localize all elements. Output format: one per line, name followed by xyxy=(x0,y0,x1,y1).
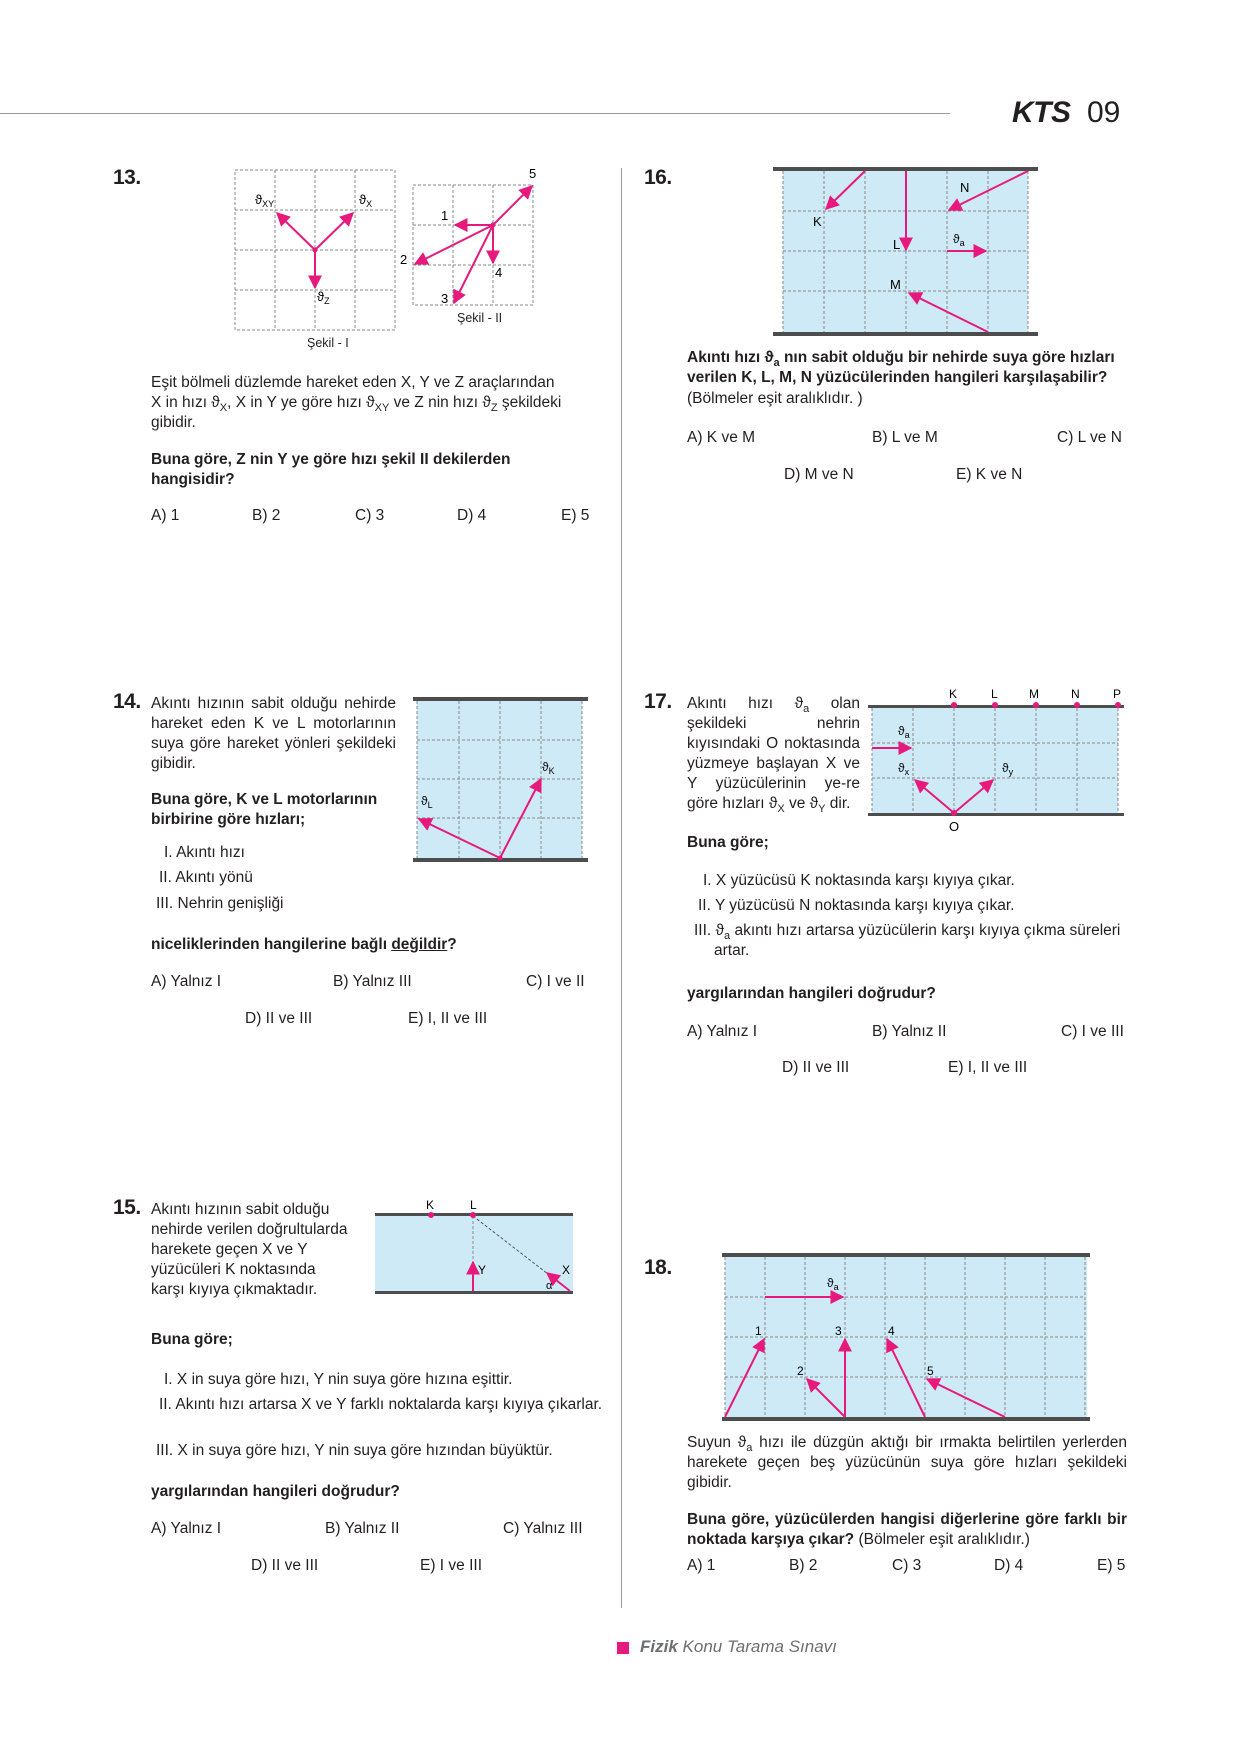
q13-option-a[interactable]: A) 1 xyxy=(151,507,180,524)
q16-option-d[interactable]: D) M ve N xyxy=(784,466,854,483)
svg-text:K: K xyxy=(426,1198,435,1212)
q14-option-a[interactable]: A) Yalnız I xyxy=(151,973,222,990)
svg-text:K: K xyxy=(949,687,958,701)
svg-text:ϑZ: $ϑ_Z$ xyxy=(317,289,330,306)
q15-option-d[interactable]: D) II ve III xyxy=(251,1557,319,1574)
svg-text:ϑa: $ϑ_a$ xyxy=(953,232,965,248)
svg-text:X: X xyxy=(562,1263,571,1277)
svg-text:5: 5 xyxy=(927,1364,934,1378)
q14-lead: Buna göre, K ve L motorlarının birbirine göre hızları; xyxy=(151,791,378,828)
q15-option-a[interactable]: A) Yalnız I xyxy=(151,1520,222,1537)
q15-option-e[interactable]: E) I ve III xyxy=(420,1557,483,1574)
q13-question: Buna göre, Z nin Y ye göre hızı şekil II dekilerden hangisidir? xyxy=(151,451,511,488)
q16-option-b[interactable]: B) L ve M xyxy=(872,429,938,446)
svg-text:1: 1 xyxy=(755,1324,762,1338)
svg-text:ϑa: $ϑ_a$ xyxy=(898,724,910,740)
option-arrow-3 xyxy=(454,225,493,303)
q17-option-c[interactable]: C) I ve III xyxy=(1061,1023,1124,1040)
q13-figure-2 xyxy=(400,166,537,310)
q17-statement-2: II. Y yüzücüsü N noktasında karşı kıyıya çıkar. xyxy=(698,897,1015,914)
vx-arrow xyxy=(315,213,353,250)
q14-statement-1: I. Akıntı hızı xyxy=(164,844,245,861)
q13-option-c[interactable]: C) 3 xyxy=(355,507,385,524)
q17-statement-3: III. $ϑ_a$ akıntı hızı artarsa yüzücülerin karşı kıyıya çıkma süreleri artar. xyxy=(694,922,1121,959)
q13-stem: Eşit bölmeli düzlemde hareket eden X, Y ve Z araçlarından X in hızı $ϑ_X$, X in Y ye göre hızı $ϑ_{XY}$ ve Z nin hızı $ϑ_Z$ şekildeki gibidir. xyxy=(151,374,562,431)
footer-title: Fizik Konu Tarama Sınavı xyxy=(640,1637,837,1656)
svg-text:2: 2 xyxy=(400,252,408,267)
q17-statement-1: I. X yüzücüsü K noktasında karşı kıyıya çıkar. xyxy=(703,872,1015,889)
q14-option-e[interactable]: E) I, II ve III xyxy=(408,1010,488,1027)
svg-text:Y: Y xyxy=(478,1263,487,1277)
q16-river-figure xyxy=(773,167,1038,337)
q17-lead: Buna göre; xyxy=(687,834,769,851)
q15-statement-2: II. Akıntı hızı artarsa X ve Y farklı noktalarda karşı kıyıya çıkarlar. xyxy=(159,1396,603,1413)
vxy-arrow xyxy=(277,213,315,250)
q18-river-figure xyxy=(722,1253,1092,1421)
question-17-number: 17. xyxy=(644,690,672,713)
q18-option-b[interactable]: B) 2 xyxy=(789,1557,818,1574)
question-15-number: 15. xyxy=(113,1196,141,1219)
svg-text:ϑy: $ϑ_y$ xyxy=(1002,761,1014,777)
brand-logo: KTS xyxy=(1012,96,1071,129)
q13-lbl-vz: ϑ xyxy=(317,289,325,304)
question-13-number: 13. xyxy=(113,166,141,189)
q16-option-e[interactable]: E) K ve N xyxy=(956,466,1023,483)
footer-square-icon xyxy=(617,1642,629,1654)
q16-question: Akıntı hızı $ϑ_a$ nın sabit olduğu bir nehirde suya göre hızları verilen K, L, M, N yüzücülerinden hangileri karşılaşabilir? xyxy=(687,349,1115,386)
svg-text:L: L xyxy=(991,687,998,701)
svg-text:P: P xyxy=(1113,687,1122,701)
svg-text:N: N xyxy=(960,180,970,195)
q15-option-c[interactable]: C) Yalnız III xyxy=(503,1520,583,1537)
q14-statement-3: III. Nehrin genişliği xyxy=(156,895,284,912)
q18-option-d[interactable]: D) 4 xyxy=(994,1557,1024,1574)
q17-option-d[interactable]: D) II ve III xyxy=(782,1059,850,1076)
svg-text:2: 2 xyxy=(797,1364,804,1378)
svg-text:M: M xyxy=(890,277,901,292)
q14-statement-2: II. Akıntı yönü xyxy=(159,869,253,886)
question-16-number: 16. xyxy=(644,166,672,189)
q15-statement-3: III. X in suya göre hızı, Y nin suya göre hızından büyüktür. xyxy=(156,1442,553,1459)
q17-option-a[interactable]: A) Yalnız I xyxy=(687,1023,758,1040)
q13-caption-1: Şekil - I xyxy=(307,336,349,350)
svg-text:N: N xyxy=(1071,687,1080,701)
svg-text:ϑa: $ϑ_a$ xyxy=(827,1276,839,1292)
column-divider xyxy=(621,168,622,1608)
q15-question: yargılarından hangileri doğrudur? xyxy=(151,1483,400,1500)
q18-question: Buna göre, yüzücülerden hangisi diğerlerine göre farklı bir noktada karşıya çıkar? (Bölmeler eşit aralıklıdır.) xyxy=(687,1511,1127,1548)
q18-option-a[interactable]: A) 1 xyxy=(687,1557,716,1574)
svg-text:K: K xyxy=(813,214,822,229)
svg-text:5: 5 xyxy=(529,166,537,181)
q13-option-b[interactable]: B) 2 xyxy=(252,507,281,524)
q14-intro: Akıntı hızının sabit olduğu nehirde hareket eden K ve L motorlarının suya göre hareket yönleri şekildeki gibidir. xyxy=(151,695,396,772)
q17-option-b[interactable]: B) Yalnız II xyxy=(872,1023,947,1040)
option-arrow-2 xyxy=(415,225,493,264)
q13-option-d[interactable]: D) 4 xyxy=(457,507,487,524)
q13-lbl-vxy: ϑ xyxy=(255,192,263,207)
svg-text:L: L xyxy=(470,1198,477,1212)
q13-option-e[interactable]: E) 5 xyxy=(561,507,590,524)
option-arrow-5 xyxy=(493,186,532,225)
svg-text:α: α xyxy=(546,1280,553,1292)
q15-statement-1: I. X in suya göre hızı, Y nin suya göre hızına eşittir. xyxy=(164,1371,513,1388)
q13-caption-2: Şekil - II xyxy=(457,311,503,325)
svg-text:ϑXY: $ϑ_{XY}$ xyxy=(255,192,275,209)
svg-text:3: 3 xyxy=(835,1324,842,1338)
svg-text:ϑL: $ϑ_L$ xyxy=(421,794,433,810)
q18-stem: Suyun $ϑ_a$ hızı ile düzgün aktığı bir ırmakta belirtilen yerlerden harekete geçen beş yüzücünün suya göre hızları şekildeki gibidir. xyxy=(687,1434,1127,1491)
svg-text:M: M xyxy=(1029,687,1039,701)
q15-river-figure xyxy=(375,1200,575,1300)
svg-text:O: O xyxy=(949,819,960,834)
q16-option-a[interactable]: A) K ve M xyxy=(687,429,756,446)
q13-figure-1 xyxy=(235,170,395,335)
q18-option-c[interactable]: C) 3 xyxy=(892,1557,922,1574)
question-18-number: 18. xyxy=(644,1256,672,1279)
svg-text:1: 1 xyxy=(441,208,449,223)
q15-option-b[interactable]: B) Yalnız II xyxy=(325,1520,400,1537)
q18-option-e[interactable]: E) 5 xyxy=(1097,1557,1126,1574)
q14-question: niceliklerinden hangilerine bağlı değildir? xyxy=(151,936,457,953)
svg-text:4: 4 xyxy=(495,265,503,280)
svg-text:3: 3 xyxy=(441,291,449,306)
q17-river-figure xyxy=(868,688,1130,843)
svg-text:L: L xyxy=(893,237,901,252)
q17-intro: Akıntı hızı $ϑ_a$ olan şekildeki nehrin kıyısındaki O noktasında yüzmeye başlayan X ve Y yüzücülerinin ye-re göre hızları $ϑ_X$ ve $ϑ_Y$ dir. xyxy=(687,695,860,815)
q15-lead: Buna göre; xyxy=(151,1331,233,1348)
q16-option-c[interactable]: C) L ve N xyxy=(1057,429,1122,446)
question-14-number: 14. xyxy=(113,690,141,713)
test-number: 09 xyxy=(1087,96,1121,129)
q14-option-b[interactable]: B) Yalnız III xyxy=(333,973,412,990)
q17-question: yargılarından hangileri doğrudur? xyxy=(687,985,936,1002)
svg-text:ϑX: $ϑ_X$ xyxy=(359,192,373,209)
svg-text:4: 4 xyxy=(888,1324,895,1338)
q14-option-d[interactable]: D) II ve III xyxy=(245,1010,313,1027)
q14-river-figure xyxy=(413,697,588,862)
svg-text:ϑx: $ϑ_x$ xyxy=(898,761,910,777)
q15-intro: Akıntı hızının sabit olduğu nehirde verilen doğrultularda harekete geçen X ve Y yüzücüleri K noktasında karşı kıyıya çıkmaktadır. xyxy=(151,1201,348,1298)
q16-note: (Bölmeler eşit aralıklıdır. ) xyxy=(687,390,863,407)
q13-lbl-vx: ϑ xyxy=(359,192,367,207)
header-rule xyxy=(0,113,950,114)
q17-option-e[interactable]: E) I, II ve III xyxy=(948,1059,1028,1076)
svg-text:ϑK: $ϑ_K$ xyxy=(542,760,555,776)
q14-option-c[interactable]: C) I ve II xyxy=(526,973,585,990)
